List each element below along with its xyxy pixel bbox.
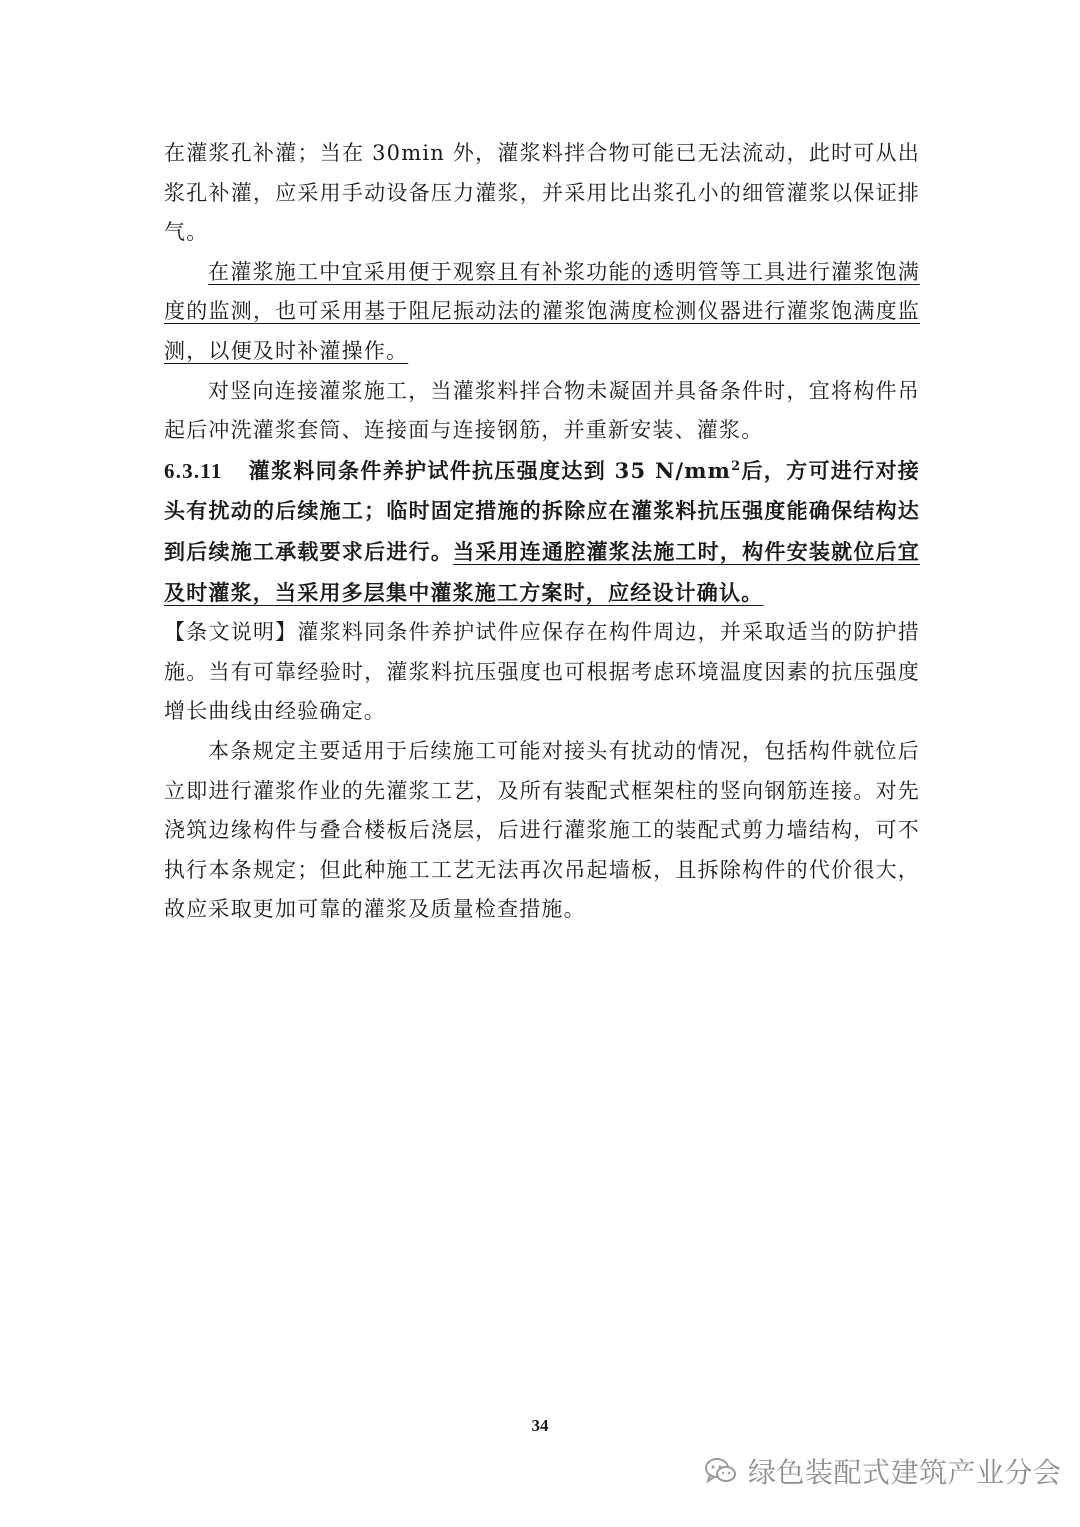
wechat-icon bbox=[704, 1456, 738, 1486]
paragraph-continued: 在灌浆孔补灌；当在 30min 外，灌浆料拌合物可能已无法流动，此时可从出浆孔补灌，应采用手动设备压力灌浆，并采用比出浆孔小的细管灌浆以保证排气。 bbox=[164, 141, 920, 245]
commentary-text: 灌浆料同条件养护试件应保存在构件周边，并采取适当的防护措施。当有可靠经验时，灌浆料抗压强度也可根据考虑环境温度因素的抗压强度增长曲线由经验确定。 bbox=[164, 620, 920, 724]
page-number: 34 bbox=[531, 1416, 549, 1435]
clause-number: 6.3.11 bbox=[164, 458, 223, 483]
page-body bbox=[164, 134, 920, 930]
paragraph-underlined: 在灌浆施工中宜采用便于观察且有补浆功能的透明管等工具进行灌浆饱满度的监测，也可采用基于阻尼振动法的灌浆饱满度检测仪器进行灌浆饱满度监测，以便及时补灌操作。 bbox=[164, 259, 920, 363]
clause-superscript: 2 bbox=[731, 458, 742, 474]
watermark-text: 绿色装配式建筑产业分会 bbox=[748, 1456, 1062, 1489]
commentary-label: 【条文说明】 bbox=[164, 620, 298, 645]
clause-6-3-11 bbox=[164, 451, 920, 613]
commentary-paragraph-2: 本条规定主要适用于后续施工可能对接头有扰动的情况，包括构件就位后立即进行灌浆作业的先灌浆工艺，及所有装配式框架柱的竖向钢筋连接。对先浇筑边缘构件与叠合楼板后浇层，后进行灌浆施工的装配式剪力墙结构，可不执行本条规定；但此种施工工艺无法再次吊起墙板，且拆除构件的代价很大，故应采取更加可靠的灌浆及质量检查措施。 bbox=[164, 738, 920, 922]
watermark bbox=[704, 1451, 1062, 1491]
paragraph-vertical-grouting: 对竖向连接灌浆施工，当灌浆料拌合物未凝固并具备条件时，宜将构件吊起后冲洗灌浆套筒、连接面与连接钢筋，并重新安装、灌浆。 bbox=[164, 378, 920, 443]
clause-text-underlined: 当采用连通腔灌浆法施工时，构件安装就位后宜及时灌浆，当采用多层集中灌浆施工方案时，应经设计确认。 bbox=[164, 538, 920, 605]
clause-text-b: 后，方可进行对接头有扰动的后续施工；临时固定措施的拆除应在灌浆料抗压强度能确保结构达到后续施工承载要求后进行。 bbox=[164, 457, 920, 564]
commentary-paragraph bbox=[164, 613, 920, 732]
clause-text-a: 灌浆料同条件养护试件抗压强度达到 35 N/mm bbox=[248, 457, 732, 483]
